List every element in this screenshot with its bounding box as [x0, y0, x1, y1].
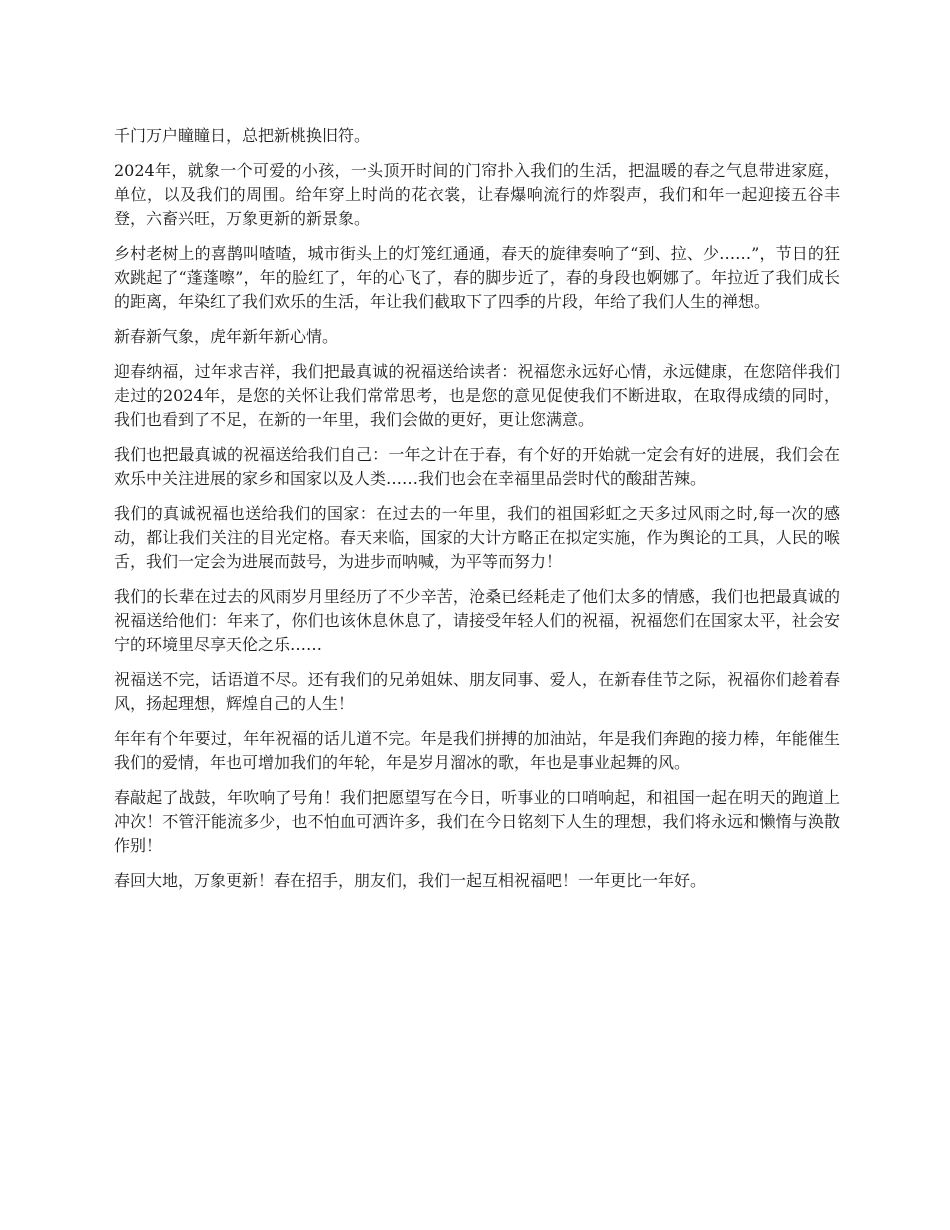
paragraph-5: 迎春纳福，过年求吉祥，我们把最真诚的祝福送给读者：祝福您永远好心情，永远健康，在您陪伴我们走过的2024年，是您的关怀让我们常常思考，也是您的意见促使我们不断进取，在取得成绩的同时，我们也看到了不足，在新的一年里，我们会做的更好，更让您满意。: [114, 362, 840, 429]
paragraph-2: 2024年，就象一个可爱的小孩，一头顶开时间的门帘扑入我们的生活，把温暖的春之气息带进家庭，单位，以及我们的周围。给年穿上时尚的花衣裳，让春爆响流行的炸裂声，我们和年一起迎接五谷丰登，六畜兴旺，万象更新的新景象。: [114, 161, 840, 228]
paragraph-4: 新春新气象，虎年新年新心情。: [114, 327, 339, 346]
paragraph-12: 春回大地，万象更新！春在招手，朋友们，我们一起互相祝福吧！一年更比一年好。: [114, 871, 707, 890]
paragraph-6: 我们也把最真诚的祝福送给我们自己：一年之计在于春，有个好的开始就一定会有好的进展，我们会在欢乐中关注进展的家乡和国家以及人类……我们也会在幸福里品尝时代的酸甜苦辣。: [114, 445, 840, 488]
paragraph-7: 我们的真诚祝福也送给我们的国家：在过去的一年里，我们的祖国彩虹之天多过风雨之时,每一次的感动，都让我们关注的目光定格。春天来临，国家的大计方略正在拟定实施，作为舆论的工具，人民的喉舌，我们一定会为进展而鼓号，为进步而呐喊，为平等而努力！: [114, 504, 840, 571]
paragraph-3: 乡村老树上的喜鹊叫喳喳，城市街头上的灯笼红通通，春天的旋律奏响了“到、拉、少……”，节日的狂欢跳起了“蓬蓬嚓”，年的脸红了，年的心飞了，春的脚步近了，春的身段也婀娜了。年拉近了我们成长的距离，年染红了我们欢乐的生活，年让我们截取下了四季的片段，年给了我们人生的禅想。: [114, 244, 840, 311]
paragraph-11: 春敲起了战鼓，年吹响了号角！我们把愿望写在今日，听事业的口哨响起，和祖国一起在明天的跑道上冲次！不管汗能流多少，也不怕血可洒许多，我们在今日铭刻下人生的理想，我们将永远和懒惰与涣散作别！: [114, 788, 840, 855]
paragraph-9: 祝福送不完，话语道不尽。还有我们的兄弟姐妹、朋友同事、爱人，在新春佳节之际，祝福你们趁着春风，扬起理想，辉煌自己的人生！: [114, 670, 840, 713]
paragraph-10: 年年有个年要过，年年祝福的话儿道不完。年是我们拼搏的加油站，年是我们奔跑的接力棒，年能催生我们的爱情，年也可增加我们的年轮，年是岁月溜冰的歌，年也是事业起舞的风。: [114, 729, 840, 772]
document-body: [114, 124, 840, 904]
paragraph-1: 千门万户瞳瞳日，总把新桃换旧符。: [114, 126, 371, 145]
paragraph-8: 我们的长辈在过去的风雨岁月里经历了不少辛苦，沧桑已经耗走了他们太多的情感，我们也把最真诚的祝福送给他们：年来了，你们也该休息休息了，请接受年轻人们的祝福，祝福您们在国家太平，社会安宁的环境里尽享天伦之乐……: [114, 587, 840, 654]
